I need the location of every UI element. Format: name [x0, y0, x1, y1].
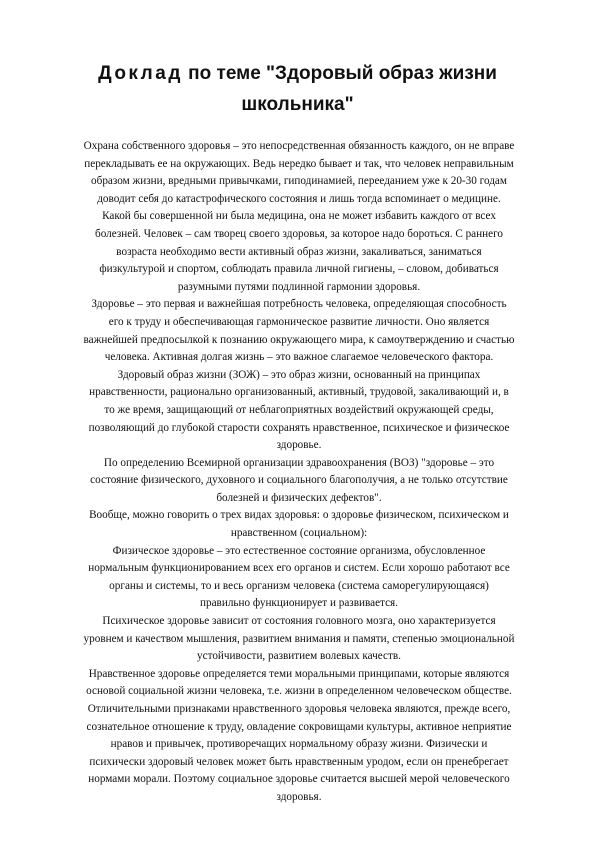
paragraph-three-kinds: Вообще, можно говорить о трех видах здоровья: о здоровье физическом, психическом и нравственном (социальном): [89, 509, 509, 540]
title-line1-rest: по теме "Здоровый образ жизни [188, 63, 497, 84]
paragraph-moral-health: Нравственное здоровье определяется теми моральными принципами, которые являются основой социальной жизни человека, т.е. жизни в определенном человеческом обществе. Отличительными признаками нравственного здоровья человека являются, прежде всего, сознательное отношение к труду, овладение сокровищами культуры, активное неприятие нравов и привычек, противоречащих нормальному образу жизни. Физически и психически здоровый человек может быть нравственным уродом, если он пренебрегает нормами морали. Поэтому социальное здоровье считается высшей мерой человеческого здоровья. [86, 667, 512, 803]
paragraph-zozh-definition: Здоровый образ жизни (ЗОЖ) – это образ жизни, основанный на принципах нравственности, рационально организованный, активный, трудовой, закаливающий и, в то же время, защищающий от неблагоприятных воздействий окружающей среды, позволяющий до глубокой старости сохранять нравственное, психическое и физическое здоровье. [88, 368, 510, 452]
paragraph-mental-health: Психическое здоровье зависит от состояния головного мозга, оно характеризуется уровнем и качеством мышления, развитием внимания и памяти, степенью эмоциональной устойчивости, развитием волевых качеств. [83, 615, 515, 663]
document-title [60, 58, 535, 120]
paragraph-health-need: Здоровье – это первая и важнейшая потребность человека, определяющая способность его к труду и обеспечивающая гармоническое развитие личности. Оно является важнейшей предпосылкой к познанию окружающего мира, к самоутверждению и счастью человека. Активная долгая жизнь – это важное слагаемое человеческого фактора. [83, 298, 515, 364]
paragraph-who-definition: По определению Всемирной организации здравоохранения (ВОЗ) "здоровье – это состояние физического, духовного и социального благополучия, а не только отсутствие болезней и физических дефектов". [90, 456, 508, 504]
document-body [83, 138, 515, 807]
title-line2: школьника" [241, 94, 354, 115]
paragraph-medicine: Какой бы совершенной ни была медицина, она не может избавить каждого от всех болезней. Человек – сам творец своего здоровья, за которое надо бороться. С раннего возраста необходимо вести активный образ жизни, закаливаться, заниматься физкультурой и спортом, соблюдать правила личной гигиены, – словом, добиваться разумными путями подлинной гармонии здоровья. [95, 210, 503, 293]
paragraph-physical-health: Физическое здоровье – это естественное состояние организма, обусловленное нормальным функционированием всех его органов и систем. Если хорошо работают все органы и системы, то и весь организм человека (система саморегулирующаяся) правильно функционирует и развивается. [88, 544, 510, 610]
paragraph-health-duty: Охрана собственного здоровья – это непосредственная обязанность каждого, он не вправе перекладывать ее на окружающих. Ведь нередко бывает и так, что человек неправильным образом жизни, вредными привычками, гиподинамией, перееданием уже к 20-30 годам доводит себя до катастрофического состояния и лишь тогда вспоминает о медицине. [83, 140, 515, 205]
title-word-report: Доклад [98, 63, 183, 84]
